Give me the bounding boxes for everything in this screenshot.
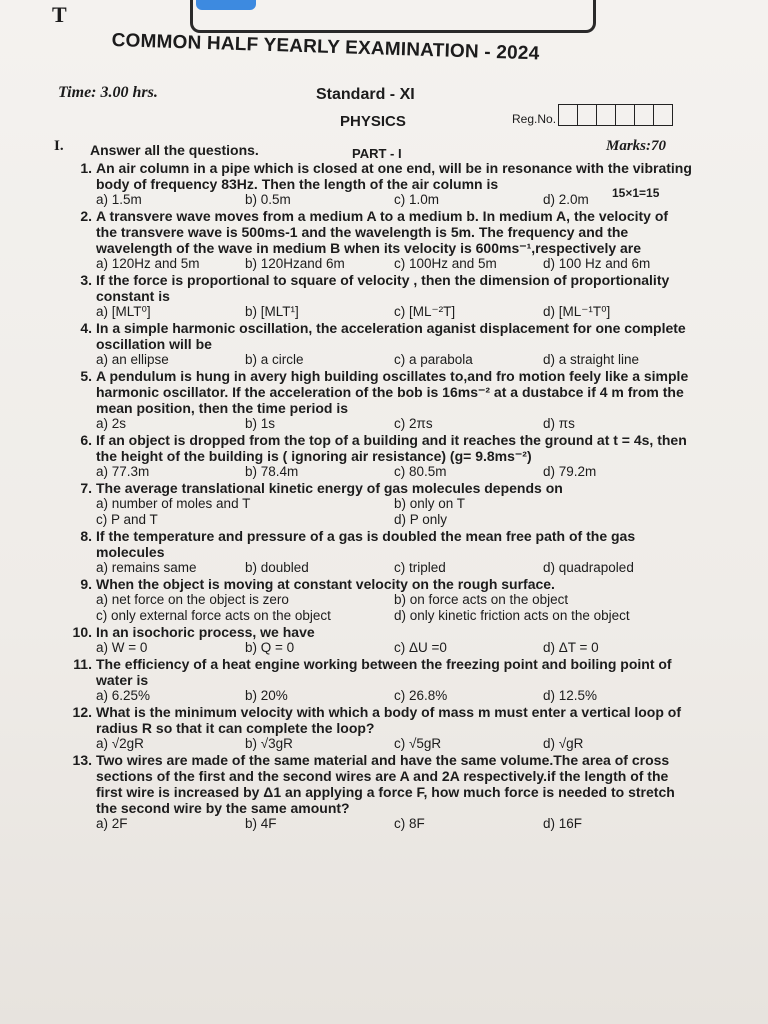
- option-row: [96, 736, 692, 752]
- answer-option: d) a straight line: [543, 352, 640, 367]
- option-row: [96, 512, 692, 528]
- section-instruction: Answer all the questions.: [90, 142, 259, 158]
- answer-option: d) ΔT = 0: [543, 640, 599, 655]
- answer-option: c) a parabola: [394, 352, 473, 367]
- answer-option: c) P and T: [96, 512, 158, 527]
- answer-option: c) 26.8%: [394, 688, 448, 703]
- answer-option: c) 8F: [394, 816, 425, 831]
- question-text: An air column in a pipe which is closed at one end, will be in resonance with the vibrating body of frequency 83Hz. Then the length of the air column is: [96, 160, 692, 192]
- answer-option: c) √5gR: [394, 736, 442, 751]
- part-label: PART - I: [352, 146, 402, 161]
- question-number: 4.: [80, 320, 92, 336]
- question-number: 9.: [80, 576, 92, 592]
- answer-option: d) 16F: [543, 816, 583, 831]
- question-number: 2.: [80, 208, 92, 224]
- option-row: [96, 592, 692, 608]
- question-item: [62, 656, 692, 704]
- option-row: [96, 560, 692, 576]
- question-number: 10.: [72, 624, 92, 640]
- answer-option: a) [MLT⁰]: [96, 304, 151, 319]
- question-text: When the object is moving at constant velocity on the rough surface.: [96, 576, 555, 592]
- answer-option: b) doubled: [245, 560, 309, 575]
- answer-option: b) Q = 0: [245, 640, 295, 655]
- answer-option: a) √2gR: [96, 736, 144, 751]
- answer-option: a) remains same: [96, 560, 197, 575]
- answer-option: d) [ML⁻¹T⁰]: [543, 304, 611, 319]
- question-item: [62, 368, 692, 432]
- answer-option: a) net force on the object is zero: [96, 592, 289, 607]
- answer-option: b) 4F: [245, 816, 277, 831]
- standard-label: Standard - XI: [316, 86, 415, 103]
- question-number: 5.: [80, 368, 92, 384]
- answer-option: d) 79.2m: [543, 464, 597, 479]
- answer-option: a) 2s: [96, 416, 127, 431]
- option-row: [96, 256, 692, 272]
- answer-option: d) 12.5%: [543, 688, 598, 703]
- answer-option: b) 120Hzand 6m: [245, 256, 345, 271]
- answer-option: d) √gR: [543, 736, 584, 751]
- option-row: [96, 416, 692, 432]
- answer-option: a) W = 0: [96, 640, 148, 655]
- question-item: [62, 480, 692, 528]
- question-number: 11.: [73, 656, 92, 672]
- answer-option: a) number of moles and T: [96, 496, 251, 511]
- option-row: [96, 192, 692, 208]
- question-item: [62, 208, 692, 272]
- total-marks: Marks:70: [606, 138, 667, 154]
- question-text: Two wires are made of the same material and have the same volume.The area of cross sections of the first and the second wires are A and 2A respectively.if the length of the first wire is increased by Δ1 an applying a force F, how much force is needed to stretch the second wire by the same amount?: [96, 752, 675, 816]
- question-item: [62, 752, 692, 832]
- question-item: [62, 624, 692, 656]
- answer-option: a) 120Hz and 5m: [96, 256, 200, 271]
- answer-option: c) 1.0m: [394, 192, 440, 207]
- question-number: 6.: [80, 432, 92, 448]
- question-number: 13.: [72, 752, 92, 768]
- answer-option: a) 1.5m: [96, 192, 142, 207]
- question-number: 3.: [80, 272, 92, 288]
- answer-option: b) 78.4m: [245, 464, 299, 479]
- question-item: [62, 272, 692, 320]
- question-number: 8.: [80, 528, 92, 544]
- answer-option: d) 2.0m: [543, 192, 589, 207]
- question-item: [62, 576, 692, 624]
- reg-no: [512, 104, 673, 126]
- option-row: [96, 464, 692, 480]
- question-number: 7.: [80, 480, 92, 496]
- answer-option: a) 77.3m: [96, 464, 150, 479]
- question-text: A pendulum is hung in avery high building oscillates to,and fro motion feely like a simple harmonic oscillator. If the acceleration of the bob is 16ms⁻² at a dustabce if 4 m from the mean position, then the time period is: [96, 368, 689, 416]
- corner-mark: T: [52, 2, 67, 27]
- pen-cap: [196, 0, 256, 10]
- reg-no-boxes: [558, 104, 673, 126]
- option-row: [96, 688, 692, 704]
- answer-option: b) on force acts on the object: [394, 592, 569, 607]
- option-row: [96, 608, 692, 624]
- question-text: A transvere wave moves from a medium A to a medium b. In medium A, the velocity of the transvere wave is 500ms-1 and the wavelength is 5m. The frequency and the wavelength of the wave in medium B when its velocity is 600ms⁻¹,respectively are: [96, 208, 669, 256]
- subject-label: PHYSICS: [340, 113, 406, 130]
- answer-option: b) 0.5m: [245, 192, 291, 207]
- reg-no-label: Reg.No.: [512, 112, 557, 126]
- exam-time: Time: 3.00 hrs.: [58, 84, 158, 101]
- question-text: In an isochoric process, we have: [96, 624, 315, 640]
- answer-option: a) an ellipse: [96, 352, 169, 367]
- answer-option: a) 6.25%: [96, 688, 151, 703]
- section-number: I.: [54, 138, 64, 154]
- question-text: In a simple harmonic oscillation, the acceleration aganist displacement for one complete oscillation will be: [96, 320, 686, 352]
- answer-option: c) tripled: [394, 560, 446, 575]
- question-text: The efficiency of a heat engine working between the freezing point and boiling point of water is: [96, 656, 672, 688]
- answer-option: c) ΔU =0: [394, 640, 447, 655]
- question-text: The average translational kinetic energy of gas molecules depends on: [96, 480, 563, 496]
- answer-option: d) quadrapoled: [543, 560, 634, 575]
- question-item: [62, 320, 692, 368]
- option-row: [96, 304, 692, 320]
- answer-option: d) only kinetic friction acts on the object: [394, 608, 630, 623]
- answer-option: d) πs: [543, 416, 575, 431]
- option-row: [96, 816, 692, 832]
- question-text: If an object is dropped from the top of a building and it reaches the ground at t = 4s, then the height of the building is ( ignoring air resistance) (g= 9.8ms⁻²): [96, 432, 687, 464]
- section-score: 15×1=15: [612, 186, 660, 200]
- answer-option: b) [MLT¹]: [245, 304, 299, 319]
- answer-option: c) 80.5m: [394, 464, 447, 479]
- answer-option: c) only external force acts on the object: [96, 608, 331, 623]
- answer-option: c) 100Hz and 5m: [394, 256, 497, 271]
- answer-option: c) 2πs: [394, 416, 433, 431]
- answer-option: a) 2F: [96, 816, 128, 831]
- question-text: What is the minimum velocity with which a body of mass m must enter a vertical loop of radius R so that it can complete the loop?: [96, 704, 681, 736]
- answer-option: b) a circle: [245, 352, 304, 367]
- option-row: [96, 496, 692, 512]
- question-item: [62, 528, 692, 576]
- answer-option: c) [ML⁻²T]: [394, 304, 456, 319]
- question-list: [62, 160, 692, 832]
- question-item: [62, 432, 692, 480]
- exam-title: COMMON HALF YEARLY EXAMINATION - 2024: [111, 30, 540, 65]
- question-item: [62, 160, 692, 208]
- option-row: [96, 352, 692, 368]
- answer-option: b) √3gR: [245, 736, 293, 751]
- answer-option: b) only on T: [394, 496, 466, 511]
- question-text: If the force is proportional to square of velocity , then the dimension of proportionality constant is: [96, 272, 670, 304]
- answer-option: d) 100 Hz and 6m: [543, 256, 651, 271]
- answer-option: b) 20%: [245, 688, 288, 703]
- question-text: If the temperature and pressure of a gas is doubled the mean free path of the gas molecules: [96, 528, 636, 560]
- question-number: 1.: [80, 160, 92, 176]
- question-number: 12.: [72, 704, 92, 720]
- answer-option: d) P only: [394, 512, 448, 527]
- answer-option: b) 1s: [245, 416, 276, 431]
- question-item: [62, 704, 692, 752]
- option-row: [96, 640, 692, 656]
